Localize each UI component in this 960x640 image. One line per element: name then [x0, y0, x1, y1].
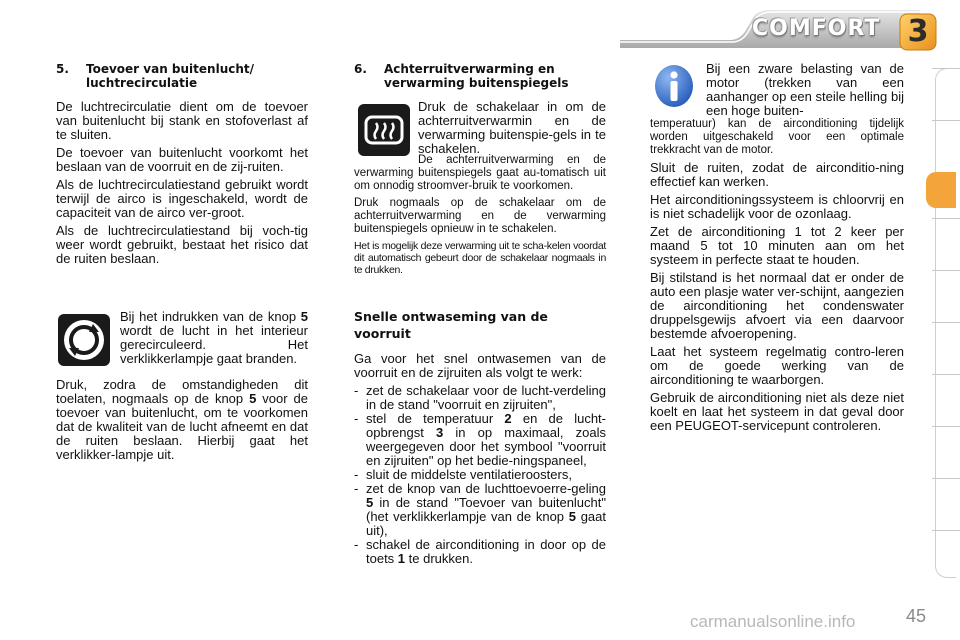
column-1 — [56, 62, 308, 270]
rear-defrost-icon — [358, 104, 410, 156]
section-6-heading: Achterruitverwarming en verwarming buitenspiegels — [384, 62, 569, 90]
paragraph: Bij een zware belasting van de motor (trekken van een aanhanger op een steile helling bij een hoge buiten- — [706, 61, 904, 118]
side-tab-active[interactable] — [926, 172, 956, 208]
paragraph: Sluit de ruiten, zodat de airconditio-ning effectief kan werken. — [650, 160, 904, 189]
control-number: 5 — [568, 509, 576, 524]
text: te drukken. — [405, 551, 473, 566]
side-tabs — [928, 68, 960, 576]
list-item — [354, 538, 606, 566]
control-number: 5 — [366, 495, 374, 510]
info-icon-text — [706, 62, 904, 122]
button-number: 5 — [300, 309, 308, 324]
paragraph: Zet de airconditioning 1 tot 2 keer per maand 5 tot 10 minuten aan om het systeem in perfecte staat te houden. — [650, 224, 904, 267]
list-dash: - — [354, 411, 359, 426]
section-5-heading: Toevoer van buitenlucht/ luchtrecirculatie — [86, 62, 255, 90]
info-icon — [654, 64, 694, 108]
control-number: 3 — [435, 425, 444, 440]
text: Bij het indrukken van de knop — [120, 309, 301, 324]
paragraph: Als de luchtrecirculatiestand bij voch-tig weer wordt gebruikt, bestaat het risico dat de ruiten beslaan. — [56, 223, 308, 266]
recirculation-icon — [58, 314, 110, 366]
side-tab-5[interactable] — [932, 270, 960, 321]
paragraph: Bij stilstand is het normaal dat er onder de auto een plasje water ver-schijnt, aangezien de airconditioning het condenswater druppelsgewijs afvoert via een daarvoor bestemde afvoeropening. — [650, 270, 904, 341]
page-number: 45 — [906, 606, 927, 626]
paragraph: Druk nogmaals op de schakelaar om de achterruitverwarming en de verwarming buitenspiegels opnieuw in te schakelen. — [354, 197, 606, 235]
text: stel de temperatuur — [366, 411, 505, 426]
side-tab-9[interactable] — [932, 478, 960, 529]
quick-defog-section — [354, 308, 606, 566]
column-1-lower — [56, 378, 308, 466]
list-dash: - — [354, 481, 359, 496]
list-item — [354, 468, 606, 482]
control-number: 2 — [504, 411, 512, 426]
text: zet de schakelaar voor de lucht-verdeling in de stand "voorruit en zijruiten", — [366, 383, 606, 412]
section-6-number: 6. — [354, 62, 367, 76]
section-5-title — [56, 62, 308, 90]
chapter-number: 3 — [907, 14, 929, 49]
rear-defrost-icon-text — [418, 100, 606, 160]
watermark: carmanualsonline.info — [690, 612, 856, 631]
paragraph: temperatuur) kan de airconditioning tijdelijk worden uitgeschakeld voor een optimale trekkracht van de motor. — [650, 118, 904, 156]
chapter-title: COMFORT — [752, 16, 881, 41]
list-dash: - — [354, 537, 359, 552]
quick-defog-title: Snelle ontwaseming van de voorruit — [354, 309, 548, 341]
paragraph: Gebruik de airconditioning niet als deze niet koelt en laat het systeem in dat geval door een PEUGEOT-servicepunt controleren. — [650, 390, 904, 433]
text: wordt de lucht in het interieur gerecirculeerd. Het verklikkerlampje gaat branden. — [120, 323, 308, 366]
paragraph: Het is mogelijk deze verwarming uit te scha-kelen voordat dit automatisch gebeurt door de schakelaar nogmaals in te drukken. — [354, 240, 606, 276]
side-tab-10[interactable] — [932, 530, 960, 581]
side-tab-7[interactable] — [932, 374, 960, 425]
text: in op maximaal, zoals weergegeven door het symbool "voorruit en zijruiten" op het bedie-ningspaneel, — [366, 425, 606, 468]
paragraph: Het airconditioningssysteem is chloorvrij en is niet schadelijk voor de ozonlaag. — [650, 192, 904, 221]
text: Druk, zodra de omstandigheden dit toelaten, nogmaals op de knop — [56, 377, 308, 406]
text: voor de toevoer van buitenlucht, om te voorkomen dat de kwaliteit van de lucht afneemt en dat de ruiten beslaan. Hierbij gaat het verklikker-lampje uit. — [56, 391, 308, 462]
control-number: 1 — [397, 551, 406, 566]
list-dash: - — [354, 467, 359, 482]
text: zet de knop van de luchttoevoerre-geling — [366, 481, 606, 496]
paragraph: Ga voor het snel ontwasemen van de voorruit en de zijruiten als volgt te werk: — [354, 351, 606, 380]
list-item — [354, 384, 606, 412]
text: sluit de middelste ventilatieroosters, — [366, 467, 572, 482]
column-2-notes — [354, 154, 606, 280]
paragraph: De toevoer van buitenlucht voorkomt het beslaan van de voorruit en de zij-ruiten. — [56, 145, 308, 174]
side-tab-1[interactable] — [932, 68, 960, 119]
text: en de lucht-opbrengst — [366, 411, 606, 440]
list-dash: - — [354, 383, 359, 398]
side-tab-8[interactable] — [932, 426, 960, 477]
side-tab-2[interactable] — [932, 120, 960, 171]
text: in de stand "Toevoer van buitenlucht" (het verklikkerlampje van de knop — [366, 495, 606, 524]
button-number: 5 — [249, 391, 257, 406]
section-6-title — [354, 62, 606, 90]
side-tab-6[interactable] — [932, 322, 960, 373]
column-3 — [650, 118, 904, 437]
quick-defog-steps — [354, 384, 606, 566]
list-item — [354, 412, 606, 468]
paragraph: Als de luchtrecirculatiestand gebruikt wordt terwijl de airco is ingeschakeld, wordt de capaciteit van de airco ver-groot. — [56, 177, 308, 220]
column-2 — [354, 62, 606, 90]
text: gaat uit), — [366, 509, 606, 538]
paragraph: Laat het systeem regelmatig contro-leren om de goede werking van de airconditioning te waarborgen. — [650, 344, 904, 387]
side-tab-4[interactable] — [932, 218, 960, 269]
paragraph: De luchtrecirculatie dient om de toevoer van buitenlucht bij stank en stofoverlast af te sluiten. — [56, 99, 308, 142]
text: schakel de airconditioning in door op de toets — [366, 537, 606, 566]
recirculation-icon-text — [120, 310, 308, 370]
paragraph: De achterruitverwarming en de verwarming buitenspiegels gaat au-tomatisch uit om onnodig stroomver-bruik te voorkomen. — [354, 154, 606, 192]
paragraph: Druk de schakelaar in om de achterruitverwarmin en de verwarming buitenspie-gels in te schakelen. — [418, 99, 606, 156]
list-item — [354, 482, 606, 538]
section-5-number: 5. — [56, 62, 69, 76]
